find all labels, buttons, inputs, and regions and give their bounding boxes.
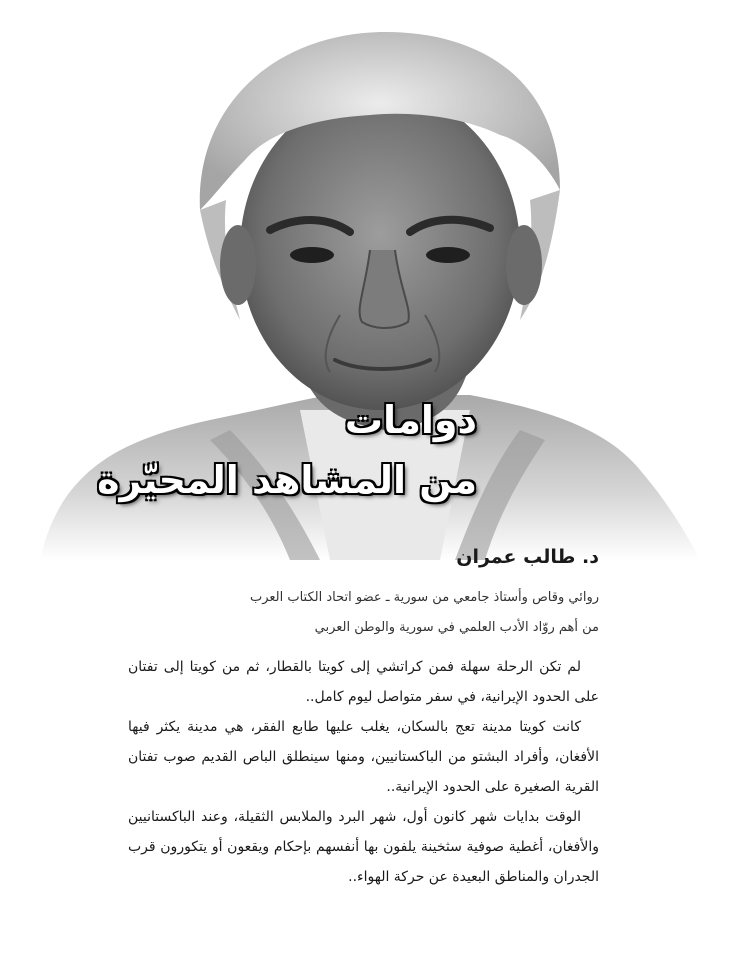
article-title-line-2: من المشاهد المحيّرة: [97, 458, 477, 502]
paragraph: لم تكن الرحلة سهلة فمن كراتشي إلى كويتا بالقطار، ثم من كويتا إلى تفتان على الحدود الإيرانية، في سفر متواصل ليوم كامل..: [128, 659, 599, 705]
article-body: [128, 652, 599, 892]
paragraph: الوقت بدايات شهر كانون أول، شهر البرد والملابس الثقيلة، وعند الباكستانيين والأفغان، أغطية صوفية سثخينة يلفون بها أنفسهم بإحكام ويقعون أو يتكورون قرب الجدران والمناطق البعيدة عن حركة الهواء..: [128, 809, 599, 885]
paragraph: كانت كويتا مدينة تعج بالسكان، يغلب عليها طابع الفقر، هي مدينة يكثر فيها الأفغان، وأفراد البشتو من الباكستانيين، ومنها سينطلق الباص القديم صوب تفتان القرية الصغيرة على الحدود الإيرانية..: [128, 719, 599, 795]
author-bio-line-2: من أهم روّاد الأدب العلمي في سورية والوطن العربي: [314, 620, 599, 635]
author-bio-line-1: روائي وقاص وأستاذ جامعي من سورية ـ عضو اتحاد الكتاب العرب: [249, 590, 599, 605]
author-name: د. طالب عمران: [456, 546, 599, 568]
article-title-line-1: دوامات: [344, 398, 477, 442]
